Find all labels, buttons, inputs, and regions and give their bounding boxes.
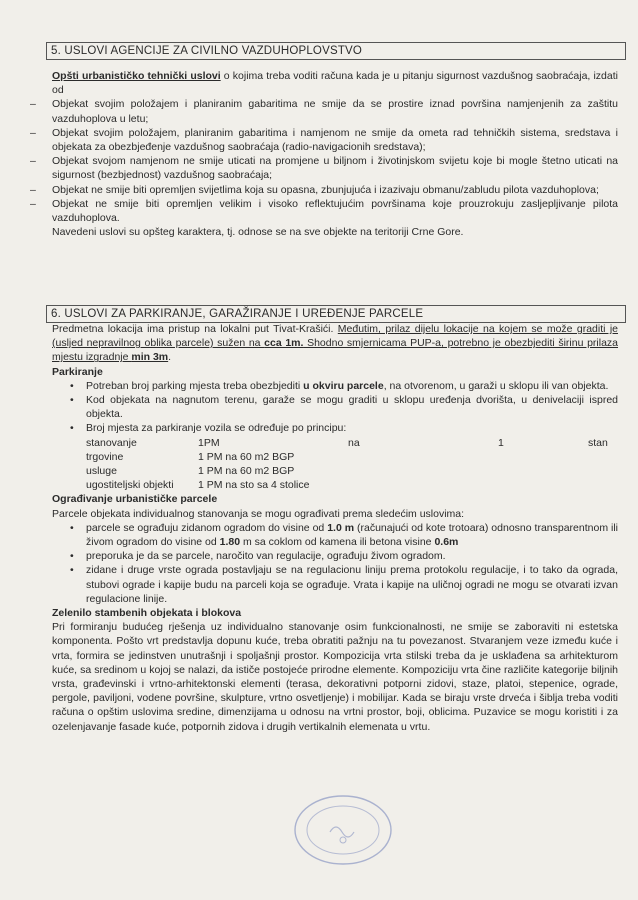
section-5-item: – Objekat svojim položajem i planiranim gabaritima ne smije da se prostire iznad površina namjenjenih za zaštitu vazduhoplova u letu; xyxy=(52,97,618,125)
official-stamp-icon xyxy=(288,788,398,868)
greenery-heading: Zelenilo stambenih objekata i blokova xyxy=(52,607,242,620)
list-item: • zidane i druge vrste ograda postavljaju se na regulacionu liniju prema protokolu regulacije, i to tako da ograda, stubovi ograde i kapije budu na parceli koja se ograđuje. Vrata i kapije na uličnoj ogradi ne mogu se otvarati izvan regulacione linije. xyxy=(52,563,618,606)
list-item: • parcele se ograđuju zidanom ogradom do visine od 1.0 m (računajući od kote trotoara) odnosno transparentnom ili živom ogradom do visine od 1.80 m sa coklom od kamena ili betona visine 0.6m xyxy=(52,521,618,549)
parking-row: usluge 1 PM na 60 m2 BGP xyxy=(86,465,295,478)
section-5-body xyxy=(52,69,618,239)
section-5-title: 5. USLOVI AGENCIJE ZA CIVILNO VAZDUHOPLOVSTVO xyxy=(51,45,363,57)
greenery-text: Pri formiranju budućeg rješenja uz individualno stanovanje osim funkcionalnosti, ne smije se zaboraviti ni estetska komponenta. Pošto vrt predstavlja dopunu kuće, treba obratiti pažnju na tu povezanost. Stvaranjem veze između kuće i vrta, formira se jedinstven unutrašnji i spoljašnji prostor. Kompozicija vrta stilski treba da je usklađena sa arhitekturom kuće, sa sredinom u kojoj se nalazi, da ističe postojeće prirodne elemente. Kompoziciju vrta čine različite kategorije biljnih vrsta, građevinski i vrtno-arhitektonski elementi (terasa, dekorativni potporni zidovi, staze, platoi, stepenice, ograde, pergole, paviljoni, vodene površine, skulpture, vrtno osvetljenje) i mobilijar. Kada se biraju vrste drveća i šiblja treba voditi računa o opštim uslovima sredine, dimenzijama u odnosu na vrtni prostor, boji, oblicima. Puzavice se mogu koristiti i za ozelenjavanje fasade kuće, potpornih zidova i drugih vertikalnih elemenata u vrtu. xyxy=(52,621,618,733)
list-item: • Potreban broj parking mjesta treba obezbjediti u okviru parcele, na otvorenom, u garaži u sklopu ili van objekta. xyxy=(52,379,618,393)
parking-row: trgovine 1 PM na 60 m2 BGP xyxy=(86,450,295,463)
section-6-title: 6. USLOVI ZA PARKIRANJE, GARAŽIRANJE I UREĐENJE PARCELE xyxy=(51,308,424,320)
list-item: • Kod objekata na nagnutom terenu, garaže se mogu graditi u sklopu uređenja dvorišta, u denivelaciji ispred objekta. xyxy=(52,393,618,421)
parking-row: ugostiteljski objekti 1 PM na sto sa 4 stolice xyxy=(86,479,310,492)
parking-list xyxy=(52,379,618,436)
section-5-item: – Objekat svojim položajem, planiranim gabaritima i namjenom ne smije da ometa rad tehničkih sistema, sredstava i objekata za obezbjeđenje vazdušnog saobraćaja (radio-navigacionih sredstava); xyxy=(52,126,618,154)
section-6-heading xyxy=(46,305,626,323)
section-5-item: – Objekat ne smije biti opremljen svijetlima koja su opasna, zbunjujuća i izazivaju obmanu/zabludu pilota vazduhoplova; xyxy=(52,183,618,197)
section-5-item: – Objekat ne smije biti opremljen velikim i visoko reflektujućim površinama koje prouzrokuju zasljepljivanje pilota vazduhoplova. xyxy=(52,197,618,225)
parking-heading: Parkiranje xyxy=(52,365,103,378)
parking-row: stanovanje 1PM na 1 stan xyxy=(86,436,608,449)
section-5-item: – Objekat svojom namjenom ne smije uticati na promjene u biljnom i životinjskom svijetu koje bi mogle štetno uticati na sigurnost (bezbjednost) vazdušnog saobraćaja; xyxy=(52,154,618,182)
section-6-body xyxy=(52,322,618,734)
fence-intro: Parcele objekata individualnog stanovanja se mogu ograđivati prema sledećim uslovima: xyxy=(52,507,465,520)
section-6-intro: Predmetna lokacija ima pristup na lokalni put Tivat-Krašići. Međutim, prilaz dijelu lokacije na kojem se može graditi je (usljed nepravilnog oblika parcele) sužen na cca 1m. Shodno smjernicama PUP-a, potrebno je obezbjediti širinu prilaza mjestu izgradnje min 3m. xyxy=(52,323,619,364)
section-5-heading xyxy=(46,42,626,60)
section-5-closing: Navedeni uslovi su opšteg karaktera, tj. odnose se na sve objekte na teritoriji Crne Gore. xyxy=(52,226,464,239)
list-item: • Broj mjesta za parkiranje vozila se određuje po principu: xyxy=(52,421,618,435)
list-item: • preporuka je da se parcele, naročito van regulacije, ograđuju živom ogradom. xyxy=(52,549,618,563)
fence-heading: Ograđivanje urbanističke parcele xyxy=(52,493,218,506)
fence-list xyxy=(52,521,618,606)
parking-table xyxy=(52,436,618,493)
section-5-intro: Opšti urbanističko tehnički uslovi o kojima treba voditi računa kada je u pitanju sigurnost vazdušnog saobraćaja, izdati od xyxy=(52,70,618,97)
